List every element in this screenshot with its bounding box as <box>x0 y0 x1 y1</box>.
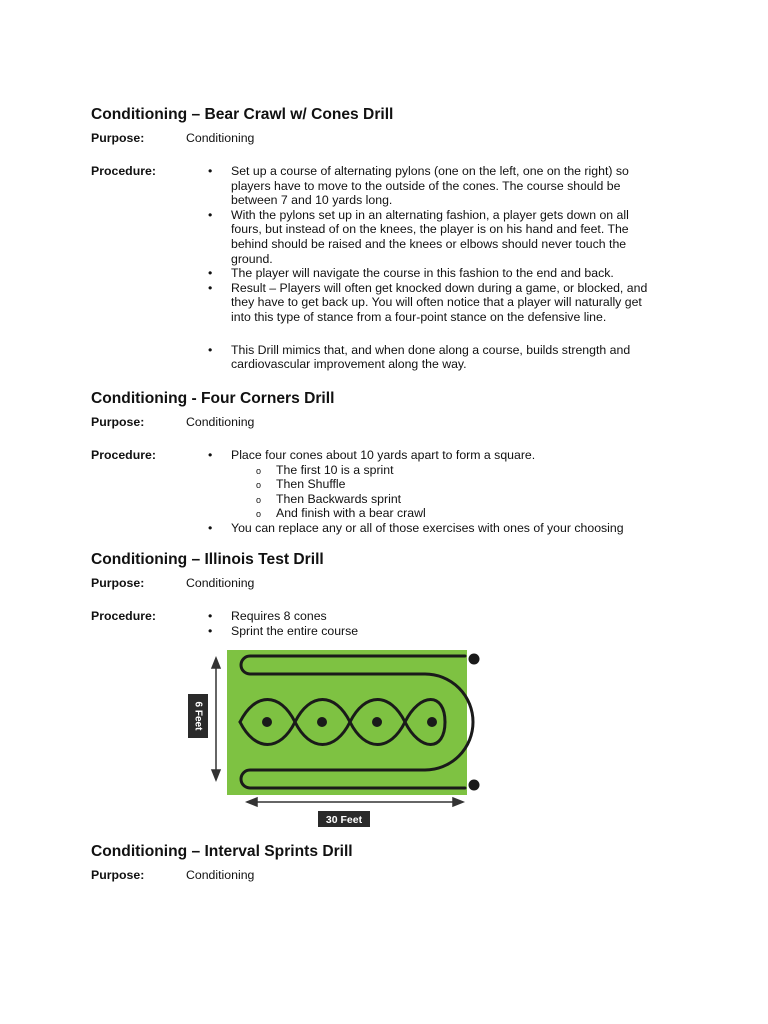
sub-list <box>231 463 661 521</box>
list-item: • You can replace any or all of those exercises with ones of your choosing <box>208 521 661 536</box>
sub-list-item: o The first 10 is a sprint <box>231 463 661 478</box>
purpose-value: Conditioning <box>186 131 255 145</box>
procedure-list <box>208 609 691 638</box>
procedure-label: Procedure: <box>91 164 156 178</box>
width-dimension <box>247 798 463 806</box>
cone-2 <box>317 717 327 727</box>
sub-list-item: o And finish with a bear crawl <box>231 506 661 521</box>
list-item: • The player will navigate the course in this fashion to the end and back. <box>208 266 661 281</box>
procedure-list <box>208 164 691 372</box>
list-item: • With the pylons set up in an alternating fashion, a player gets down on all fours, but instead of on the knees, the player is on his hand and feet. The behind should be raised and the knees or elbows should never touch the ground. <box>208 208 661 266</box>
cone-3 <box>372 717 382 727</box>
procedure-block <box>91 164 691 372</box>
section-interval-sprints <box>91 843 691 883</box>
list-item: • Result – Players will often get knocked down during a game, or blocked, and they have to get back up. You will often notice that a player will naturally get into this type of stance from a four-point stance on the defensive line. <box>208 281 661 325</box>
section-bear-crawl <box>91 106 691 372</box>
cone-finish <box>469 780 480 791</box>
list-item <box>208 448 661 521</box>
purpose-row <box>91 131 691 146</box>
list-item-text: Place four cones about 10 yards apart to form a square. <box>231 448 536 462</box>
cone-4 <box>427 717 437 727</box>
section-title: Conditioning – Illinois Test Drill <box>91 551 324 568</box>
purpose-label: Purpose: <box>91 868 145 882</box>
section-title: Conditioning – Bear Crawl w/ Cones Drill <box>91 106 394 123</box>
illinois-course-diagram <box>185 644 485 829</box>
list-item: • Set up a course of alternating pylons (one on the left, one on the right) so players have to move to the outside of the cones. The course should be between 7 and 10 yards long. <box>208 164 661 208</box>
purpose-row <box>91 868 691 883</box>
list-item: • Sprint the entire course <box>208 624 661 639</box>
procedure-block <box>91 448 691 536</box>
section-title: Conditioning - Four Corners Drill <box>91 390 335 407</box>
list-item: • This Drill mimics that, and when done along a course, builds strength and cardiovascular improvement along the way. <box>208 343 661 372</box>
list-item: • Requires 8 cones <box>208 609 661 624</box>
procedure-block <box>91 609 691 638</box>
sub-list-item: o Then Backwards sprint <box>231 492 661 507</box>
height-dimension <box>212 658 220 780</box>
sub-list-item: o Then Shuffle <box>231 477 661 492</box>
section-illinois-test <box>91 551 691 638</box>
procedure-label: Procedure: <box>91 609 156 623</box>
section-title: Conditioning – Interval Sprints Drill <box>91 843 353 860</box>
purpose-value: Conditioning <box>186 868 255 882</box>
purpose-label: Purpose: <box>91 576 145 590</box>
purpose-row <box>91 576 691 591</box>
section-four-corners <box>91 390 691 536</box>
procedure-label: Procedure: <box>91 448 156 462</box>
height-label: 6 Feet <box>192 701 204 731</box>
purpose-row <box>91 415 691 430</box>
width-label: 30 Feet <box>325 814 363 826</box>
cone-1 <box>262 717 272 727</box>
purpose-label: Purpose: <box>91 131 145 145</box>
purpose-value: Conditioning <box>186 415 255 429</box>
procedure-list <box>208 448 691 536</box>
purpose-value: Conditioning <box>186 576 255 590</box>
purpose-label: Purpose: <box>91 415 145 429</box>
cone-start <box>469 654 480 665</box>
